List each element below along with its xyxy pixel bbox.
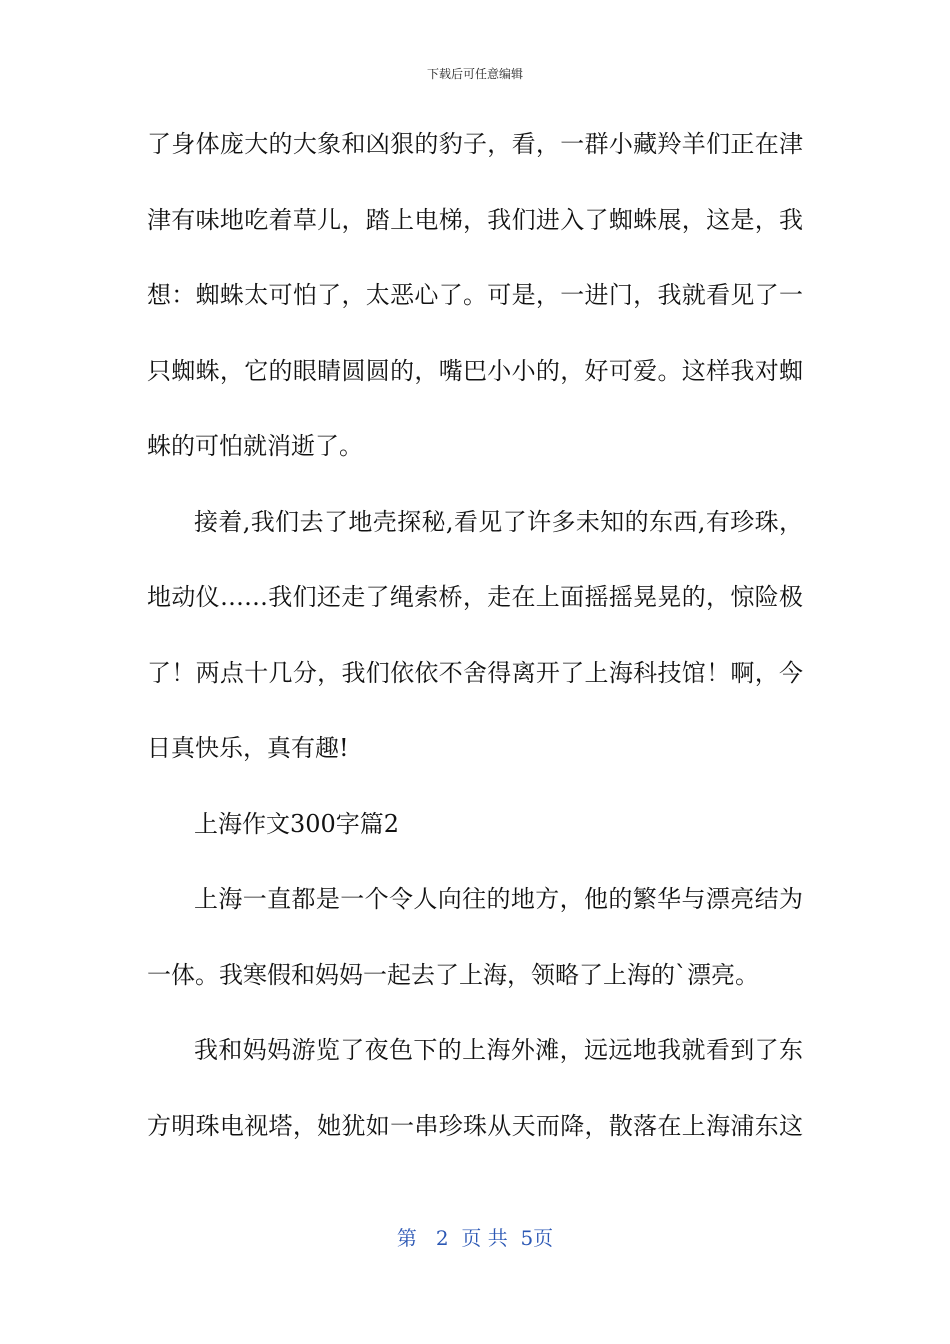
page-footer xyxy=(0,1224,950,1252)
document-body xyxy=(147,114,803,1171)
text-line: 方明珠电视塔，她犹如一串珍珠从天而降，散落在上海浦东这 xyxy=(147,1111,803,1140)
footer-prefix: 第 xyxy=(396,1226,417,1250)
text-line: 蛛的可怕就消逝了。 xyxy=(147,432,363,460)
footer-suffix: 页 xyxy=(533,1226,554,1250)
page-header: 下载后可任意编辑 xyxy=(426,67,523,81)
text-line: 了身体庞大的大象和凶狠的豹子，看，一群小藏羚羊们正在津 xyxy=(147,130,803,158)
text-line: 日真快乐，真有趣! xyxy=(147,734,349,762)
text-line: 上海一直都是一个令人向往的地方，他的繁华与漂亮结为 xyxy=(194,885,803,913)
text-line: 我和妈妈游览了夜色下的上海外滩，远远地我就看到了东 xyxy=(194,1036,803,1064)
text-line: 想：蜘蛛太可怕了，太恶心了。可是，一进门，我就看见了一 xyxy=(147,281,803,309)
text-line: 了！两点十几分，我们依依不舍得离开了上海科技馆！啊，今 xyxy=(147,658,803,687)
text-line: 地动仪……我们还走了绳索桥，走在上面摇摇晃晃的，惊险极 xyxy=(147,583,803,611)
text-line: 津有味地吃着草儿，踏上电梯，我们进入了蜘蛛展，这是，我 xyxy=(147,205,803,234)
footer-middle: 页 共 xyxy=(461,1226,508,1250)
current-page-number: 2 xyxy=(435,1226,449,1250)
section-heading: 上海作文300字篇2 xyxy=(194,809,400,838)
text-line: 只蜘蛛，它的眼睛圆圆的，嘴巴小小的，好可爱。这样我对蜘 xyxy=(147,356,803,385)
text-line: 一体。我寒假和妈妈一起去了上海，领略了上海的`漂亮。 xyxy=(147,960,759,989)
text-line: 接着,我们去了地壳探秘,看见了许多未知的东西,有珍珠， xyxy=(194,507,803,536)
total-pages-number: 5 xyxy=(520,1226,534,1250)
